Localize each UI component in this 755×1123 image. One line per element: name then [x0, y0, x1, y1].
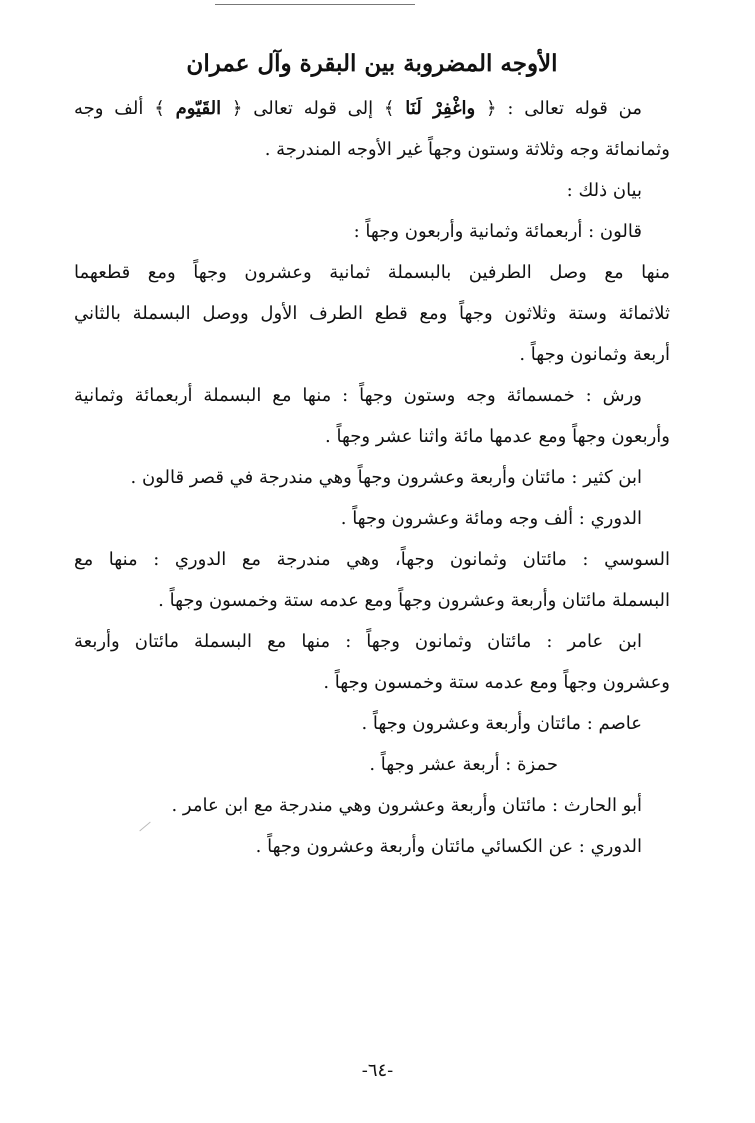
entry-susi-2: البسملة مائتان وأربعة وعشرون وجهاً ومع عدمه ستة وخمسون وجهاً . — [158, 590, 670, 611]
entry-hamza: حمزة : أربعة عشر وجهاً . — [369, 754, 558, 775]
entry-susi-1: السوسي : مائتان وثمانون وجهاً، وهي مندرجة مع الدوري : منها مع — [74, 549, 670, 570]
page-number: -٦٤- — [361, 1060, 394, 1081]
intro-line-1 — [74, 88, 670, 129]
entry-qalun-detail-1: منها مع وصل الطرفين بالبسملة ثمانية وعشرون وجهاً ومع قطعهما — [74, 262, 670, 283]
entry-duri-kisai: الدوري : عن الكسائي مائتان وأربعة وعشرون وجهاً . — [255, 836, 642, 857]
entry-ibn-amir-2: وعشرون وجهاً ومع عدمه ستة وخمسون وجهاً . — [323, 672, 670, 693]
intro-text-c: ﴾ ألف وجه — [74, 98, 176, 119]
entry-qalun-detail-2: ثلاثمائة وستة وثلاثون وجهاً ومع قطع الطرف الأول ووصل البسملة بالثاني — [74, 303, 670, 324]
entry-abu-harith: أبو الحارث : مائتان وأربعة وعشرون وهي مندرجة مع ابن عامر . — [171, 795, 642, 816]
page-title: الأوجه المضروبة بين البقرة وآل عمران — [186, 50, 558, 77]
entry-duri: الدوري : ألف وجه ومائة وعشرون وجهاً . — [340, 508, 642, 529]
explanation-heading: بيان ذلك : — [566, 180, 642, 201]
intro-line-2: وثمانمائة وجه وثلاثة وستون وجهاً غير الأوجه المندرجة . — [264, 139, 670, 160]
top-rule — [215, 4, 415, 5]
entry-asim: عاصم : مائتان وأربعة وعشرون وجهاً . — [361, 713, 642, 734]
page-body — [74, 44, 670, 867]
intro-text-b: ﴾ إلى قوله تعالى ﴿ — [221, 98, 406, 119]
entry-ibn-kathir: ابن كثير : مائتان وأربعة وعشرون وجهاً وهي مندرجة في قصر قالون . — [130, 467, 642, 488]
quran-verse-2: القَيّوم — [175, 98, 222, 119]
entry-ibn-amir-1: ابن عامر : مائتان وثمانون وجهاً : منها مع البسملة مائتان وأربعة — [74, 631, 642, 652]
entry-warsh-1: ورش : خمسمائة وجه وستون وجهاً : منها مع البسملة أربعمائة وثمانية — [74, 385, 642, 406]
quran-verse-1: واغْفِرْ لَنَا — [405, 98, 476, 119]
intro-text-a: من قوله تعالى : ﴿ — [475, 98, 642, 119]
entry-warsh-2: وأربعون وجهاً ومع عدمها مائة واثنا عشر وجهاً . — [325, 426, 670, 447]
entry-qalun: قالون : أربعمائة وثمانية وأربعون وجهاً : — [353, 221, 642, 242]
entry-qalun-detail-3: أربعة وثمانون وجهاً . — [519, 344, 670, 365]
